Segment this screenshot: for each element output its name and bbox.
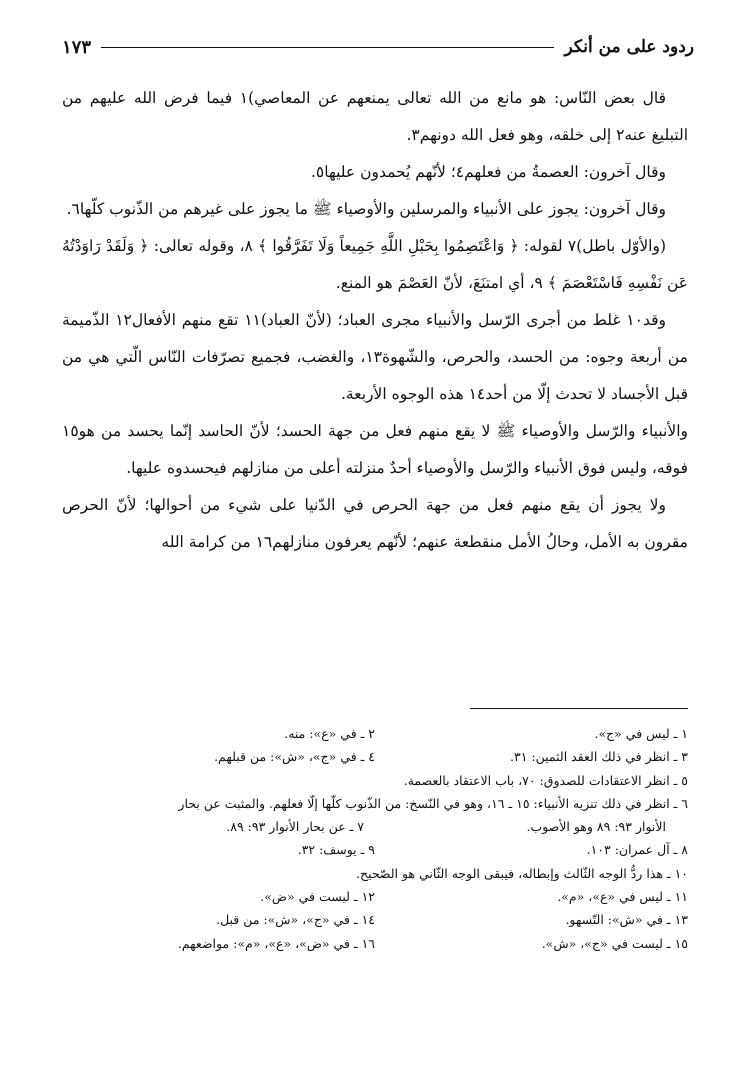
- footnote-row: [62, 838, 688, 861]
- footnote-row: [62, 885, 688, 908]
- footnote-row: [62, 815, 688, 838]
- paragraph: قال بعض النّاس: هو مانع من الله تعالى يمنعهم عن المعاصي)١ فيما فرض الله عليهم من التبليغ عنه٢ إلى خلقه، وهو فعل الله دونهم٣.: [62, 89, 688, 144]
- footnote: ٧ ـ عن بحار الأنوار ٩٣: ٨٩.: [226, 819, 364, 835]
- footnote-continuation: الأنوار ٩٣: ٨٩ وهو الأصوب.: [526, 819, 666, 835]
- running-title: ردود على من أنكر: [564, 37, 694, 57]
- footnote: ١٦ ـ في «ض»، «ع»، «م»: مواضعهم.: [177, 935, 375, 951]
- footnote: ٥ ـ انظر الاعتقادات للصدوق: ٧٠، باب الاعتقاد بالعصمة.: [403, 772, 688, 788]
- footnote-row: [62, 722, 688, 745]
- footnote: ١٣ ـ في «ش»: التّسهو.: [565, 912, 688, 928]
- footnote-row: [62, 745, 688, 768]
- footnote: ٤ ـ في «ج»، «ش»: من قبلهم.: [214, 749, 375, 765]
- paragraph: والأنبياء والرّسل والأوصياء ﷺ لا يقع منهم فعل من جهة الحسد؛ لأنّ الحاسد إنّما يحسد من هو١٥ فوقه، وليس فوق الأنبياء والرّسل والأوصياء أحدٌ منزلته أعلى من منازلهم فيحسدوه عليها.: [62, 422, 688, 477]
- paragraph: وقد١٠ غلط من أجرى الرّسل والأنبياء مجرى العباد؛ (لأنّ العباد)١١ تقع منهم الأفعال١٢ الذّميمة من أربعة وجوه: من الحسد، والحرص، والشّهوة١٣، والغضب، فجميع تصرّفات النّاس الّتي هي من قبل الأجساد لا تحدث إلّا من أحد١٤ هذه الوجوه الأربعة.: [62, 311, 688, 403]
- footnotes: [62, 722, 688, 955]
- footnote: ٨ ـ آل عمران: ١٠٣.: [586, 842, 688, 858]
- running-header: [62, 30, 694, 64]
- footnote: ١١ ـ ليس في «ع»، «م».: [557, 889, 688, 905]
- footnote: ١٢ ـ ليست في «ض».: [260, 889, 375, 905]
- footnote: ١٠ ـ هذا ردُّ الوجه الثّالث وإبطاله، فيبقى الوجه الثّاني هو الصّحيح.: [356, 865, 688, 881]
- paragraph: ولا يجوز أن يقع منهم فعل من جهة الحرص في الدّنيا على شيء من أحوالها؛ لأنّ الحرص مقرون به الأمل، وحالُ الأمل منقطعة عنهم؛ لأنّهم يعرفون منازلهم١٦ من كرامة الله: [62, 496, 688, 551]
- paragraph: (والأوّل باطل)٧ لقوله: ﴿ وَاعْتَصِمُوا بِحَبْلِ اللَّهِ جَمِيعاً وَلَا تَفَرَّقُوا ﴾ ٨، وقوله تعالى: ﴿ وَلَقَدْ رَاوَدْتُهُ عَن نَفْسِهِ فَاسْتَعْصَمَ ﴾ ٩، أي امتنَعَ، لأنّ العَصْمَ هو المنع.: [62, 237, 688, 292]
- header-rule: [101, 47, 554, 48]
- footnote: ١٤ ـ في «ج»، «ش»: من قبل.: [216, 912, 375, 928]
- footnote-separator: [470, 708, 688, 709]
- paragraph: وقال آخرون: يجوز على الأنبياء والمرسلين والأوصياء ﷺ ما يجوز على غيرهم من الذّنوب كلّها٦.: [66, 200, 666, 218]
- footnote: ١ ـ ليس في «ج».: [594, 726, 688, 741]
- footnote-row: [62, 932, 688, 955]
- page-number: ١٧٣: [62, 36, 92, 58]
- footnote: ٣ ـ انظر في ذلك العقد الثمين: ٣١.: [510, 749, 688, 765]
- footnote: ١٥ ـ ليست في «ج»، «ش».: [541, 935, 688, 951]
- paragraph: وقال آخرون: العصمةُ من فعلهم٤؛ لأنّهم يُحمدون عليها٥.: [310, 163, 666, 181]
- footnote: ٢ ـ في «ع»: منه.: [284, 726, 375, 741]
- footnote: ٦ ـ انظر في ذلك تنزيه الأنبياء: ١٥ ـ ١٦، وهو في النّسخ: من الذّنوب كلّها إلّا فعلهم. والمثبت عن بحار: [178, 795, 688, 811]
- footnote: ٩ ـ يوسف: ٣٢.: [297, 842, 375, 858]
- main-text: [62, 80, 688, 561]
- footnote-row: [62, 908, 688, 931]
